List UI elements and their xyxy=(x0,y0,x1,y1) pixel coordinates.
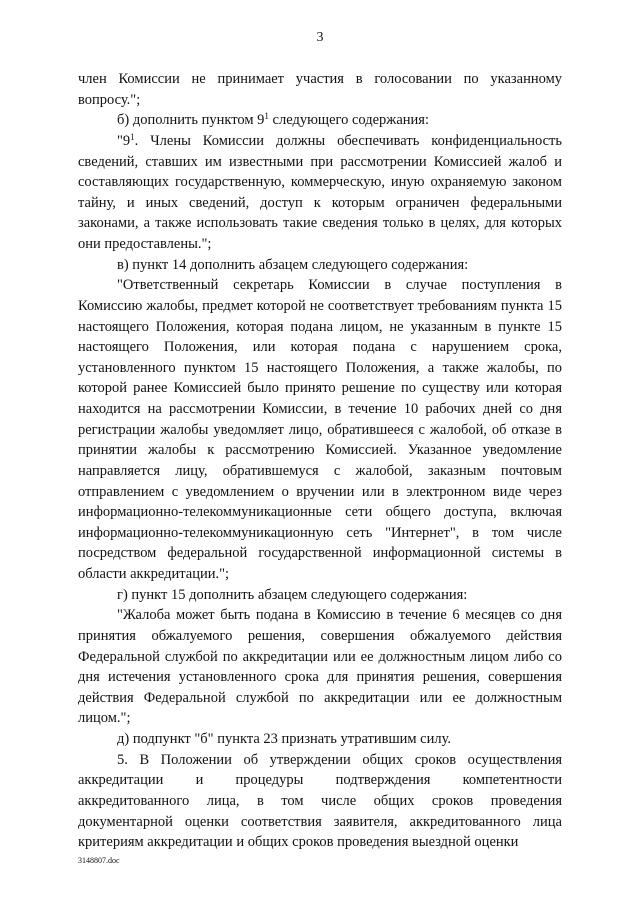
paragraph-point-9-1 xyxy=(78,131,562,255)
paragraph-section-5 xyxy=(78,750,562,853)
paragraph-text: "Ответственный секретарь Комиссии в случае поступления в Комиссию жалобы, предмет которой не соответствует требованиям пункта 15 настоящего Положения, которая подана лицом, не указанным в пункте 15 настоящего Положения, или которая подана с нарушением срока, установленного пунктом 15 настоящего Положения, а также жалобы, по которой ранее Комиссией было принято решение по существу или которая находится на рассмотрении Комиссии, в течение 10 рабочих дней со дня регистрации жалобы уведомляет лицо, обратившееся с жалобой, об отказе в принятии жалобы к рассмотрению Комиссией. Указанное уведомление направляется лицу, обратившемуся с жалобой, заказным почтовым отправлением с уведомлением о вручении или в электронном виде через информационно-телекоммуникационные сети общего доступа, включая информационно-телекоммуникационную сеть "Интернет", в том числе посредством федеральной государственной информационной системы в области аккредитации."; xyxy=(78,277,562,582)
paragraph-amendment-g xyxy=(78,585,562,606)
footer-filename: 3148807.doc xyxy=(78,856,120,865)
page-number: 3 xyxy=(316,30,324,45)
paragraph-amendment-b xyxy=(78,110,562,131)
document-body xyxy=(78,69,562,853)
paragraph-text: "9 xyxy=(117,132,131,149)
paragraph-continuation xyxy=(78,69,562,110)
superscript-marker: 1 xyxy=(264,111,269,122)
superscript-marker: 1 xyxy=(130,131,135,142)
paragraph-text: член Комиссии не принимает участия в голосовании по указанному вопросу."; xyxy=(78,71,562,108)
paragraph-text: д) подпункт "б" пункта 23 признать утратившим силу. xyxy=(117,731,452,747)
paragraph-text: в) пункт 14 дополнить абзацем следующего содержания: xyxy=(117,256,469,273)
paragraph-text: б) дополнить пунктом 9 xyxy=(117,112,265,129)
paragraph-text: . Члены Комиссии должны обеспечивать конфиденциальность сведений, ставших им известными при рассмотрении Комиссией жалоб и составляющих государственную, коммерческую, иную охраняемую законом тайну, и иных сведений, доступ к которым ограничен федеральными законами, а также использовать такие сведения только в целях, для которых они предоставлены."; xyxy=(78,132,562,252)
paragraph-text: 5. В Положении об утверждении общих сроков осуществления аккредитации и процедуры подтверждения компетентности аккредитованного лица, в том числе общих сроков проведения документарной оценки соответствия заявителя, аккредитованного лица критериям аккредитации и общих сроков проведения выездной оценки xyxy=(78,751,562,851)
paragraph-complaint-deadline xyxy=(78,605,562,729)
paragraph-amendment-d xyxy=(78,729,562,750)
paragraph-text: "Жалоба может быть подана в Комиссию в течение 6 месяцев со дня принятия обжалуемого решения, совершения обжалуемого действия Федеральной службой по аккредитации или ее должностным лицом либо со дня истечения установленного срока для принятия решения, совершения действия Федеральной службой по аккредитации или ее должностным лицом."; xyxy=(78,607,562,727)
paragraph-text: следующего содержания: xyxy=(268,112,429,129)
paragraph-amendment-v xyxy=(78,255,562,276)
paragraph-secretary-clause xyxy=(78,275,562,584)
paragraph-text: г) пункт 15 дополнить абзацем следующего содержания: xyxy=(117,586,468,603)
